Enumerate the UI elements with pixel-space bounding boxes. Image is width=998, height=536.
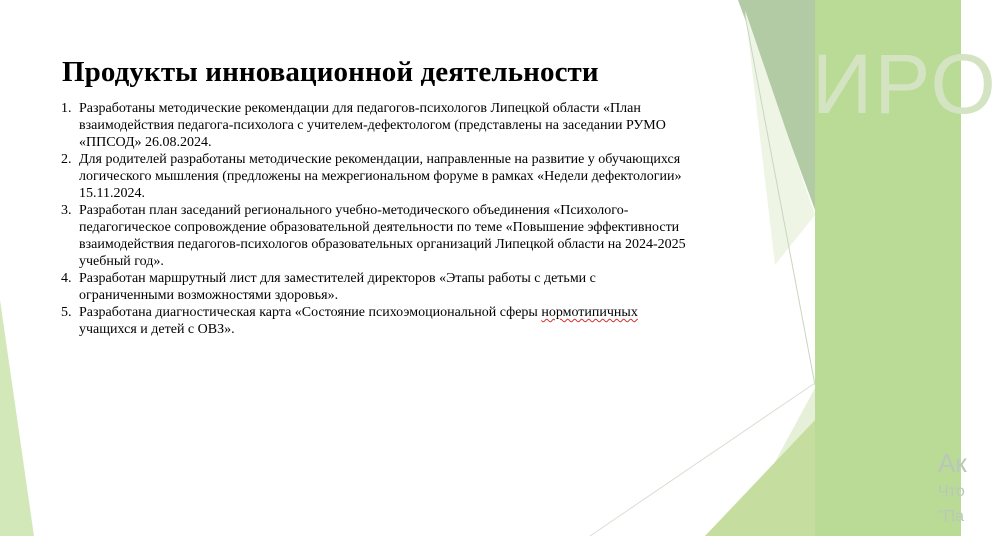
list-item-number: 4. — [61, 271, 72, 286]
background-ghost-title: ИРО — [812, 37, 998, 131]
list-item[interactable] — [60, 202, 690, 270]
list-item[interactable] — [60, 270, 690, 304]
list-item[interactable] — [60, 304, 690, 338]
list-item-number: 3. — [61, 203, 72, 218]
list-item-text: Разработан план заседаний регионального учебно-методического объединения «Психолого-педагогическое сопровождение образовательной деятельности по теме «Повышение эффективности взаимодействия педагогов-психологов образовательных организаций Липецкой области на 2024-2025 учебный год». — [79, 203, 686, 269]
list-item-text-after: учащихся и детей с ОВЗ». — [79, 322, 235, 337]
list-item-text: Для родителей разработаны методические рекомендации, направленные на развитие у обучающихся логического мышления (предложены на межрегиональном форуме в рамках «Недели дефектологии» 15.11.2024. — [79, 152, 682, 201]
list-item-text: Разработан маршрутный лист для заместителей директоров «Этапы работы с детьми с ограниченными возможностями здоровья». — [79, 271, 596, 303]
background-ghost-line-1: Ак — [938, 448, 967, 478]
background-ghost-line-3: "Па — [938, 508, 965, 525]
background-ghost-line-2: Что — [938, 483, 965, 500]
left-green-sliver — [0, 300, 34, 536]
slide-title[interactable]: Продукты инновационной деятельности — [62, 56, 599, 88]
list-item-number: 1. — [61, 101, 72, 116]
list-item[interactable] — [60, 151, 690, 202]
list-item-number: 2. — [61, 152, 72, 167]
list-item-number: 5. — [61, 305, 72, 320]
list-item-text-before: Разработана диагностическая карта «Состояние психоэмоциональной сферы — [79, 305, 542, 320]
products-list[interactable] — [60, 100, 690, 338]
list-item-text: Разработаны методические рекомендации для педагогов-психологов Липецкой области «План взаимодействия педагога-психолога с учителем-дефектологом (представлены на заседании РУМО «ППСОД» 26.08.2024. — [79, 101, 666, 150]
spellcheck-flagged-word[interactable]: нормотипичных — [541, 305, 638, 320]
list-item[interactable] — [60, 100, 690, 151]
